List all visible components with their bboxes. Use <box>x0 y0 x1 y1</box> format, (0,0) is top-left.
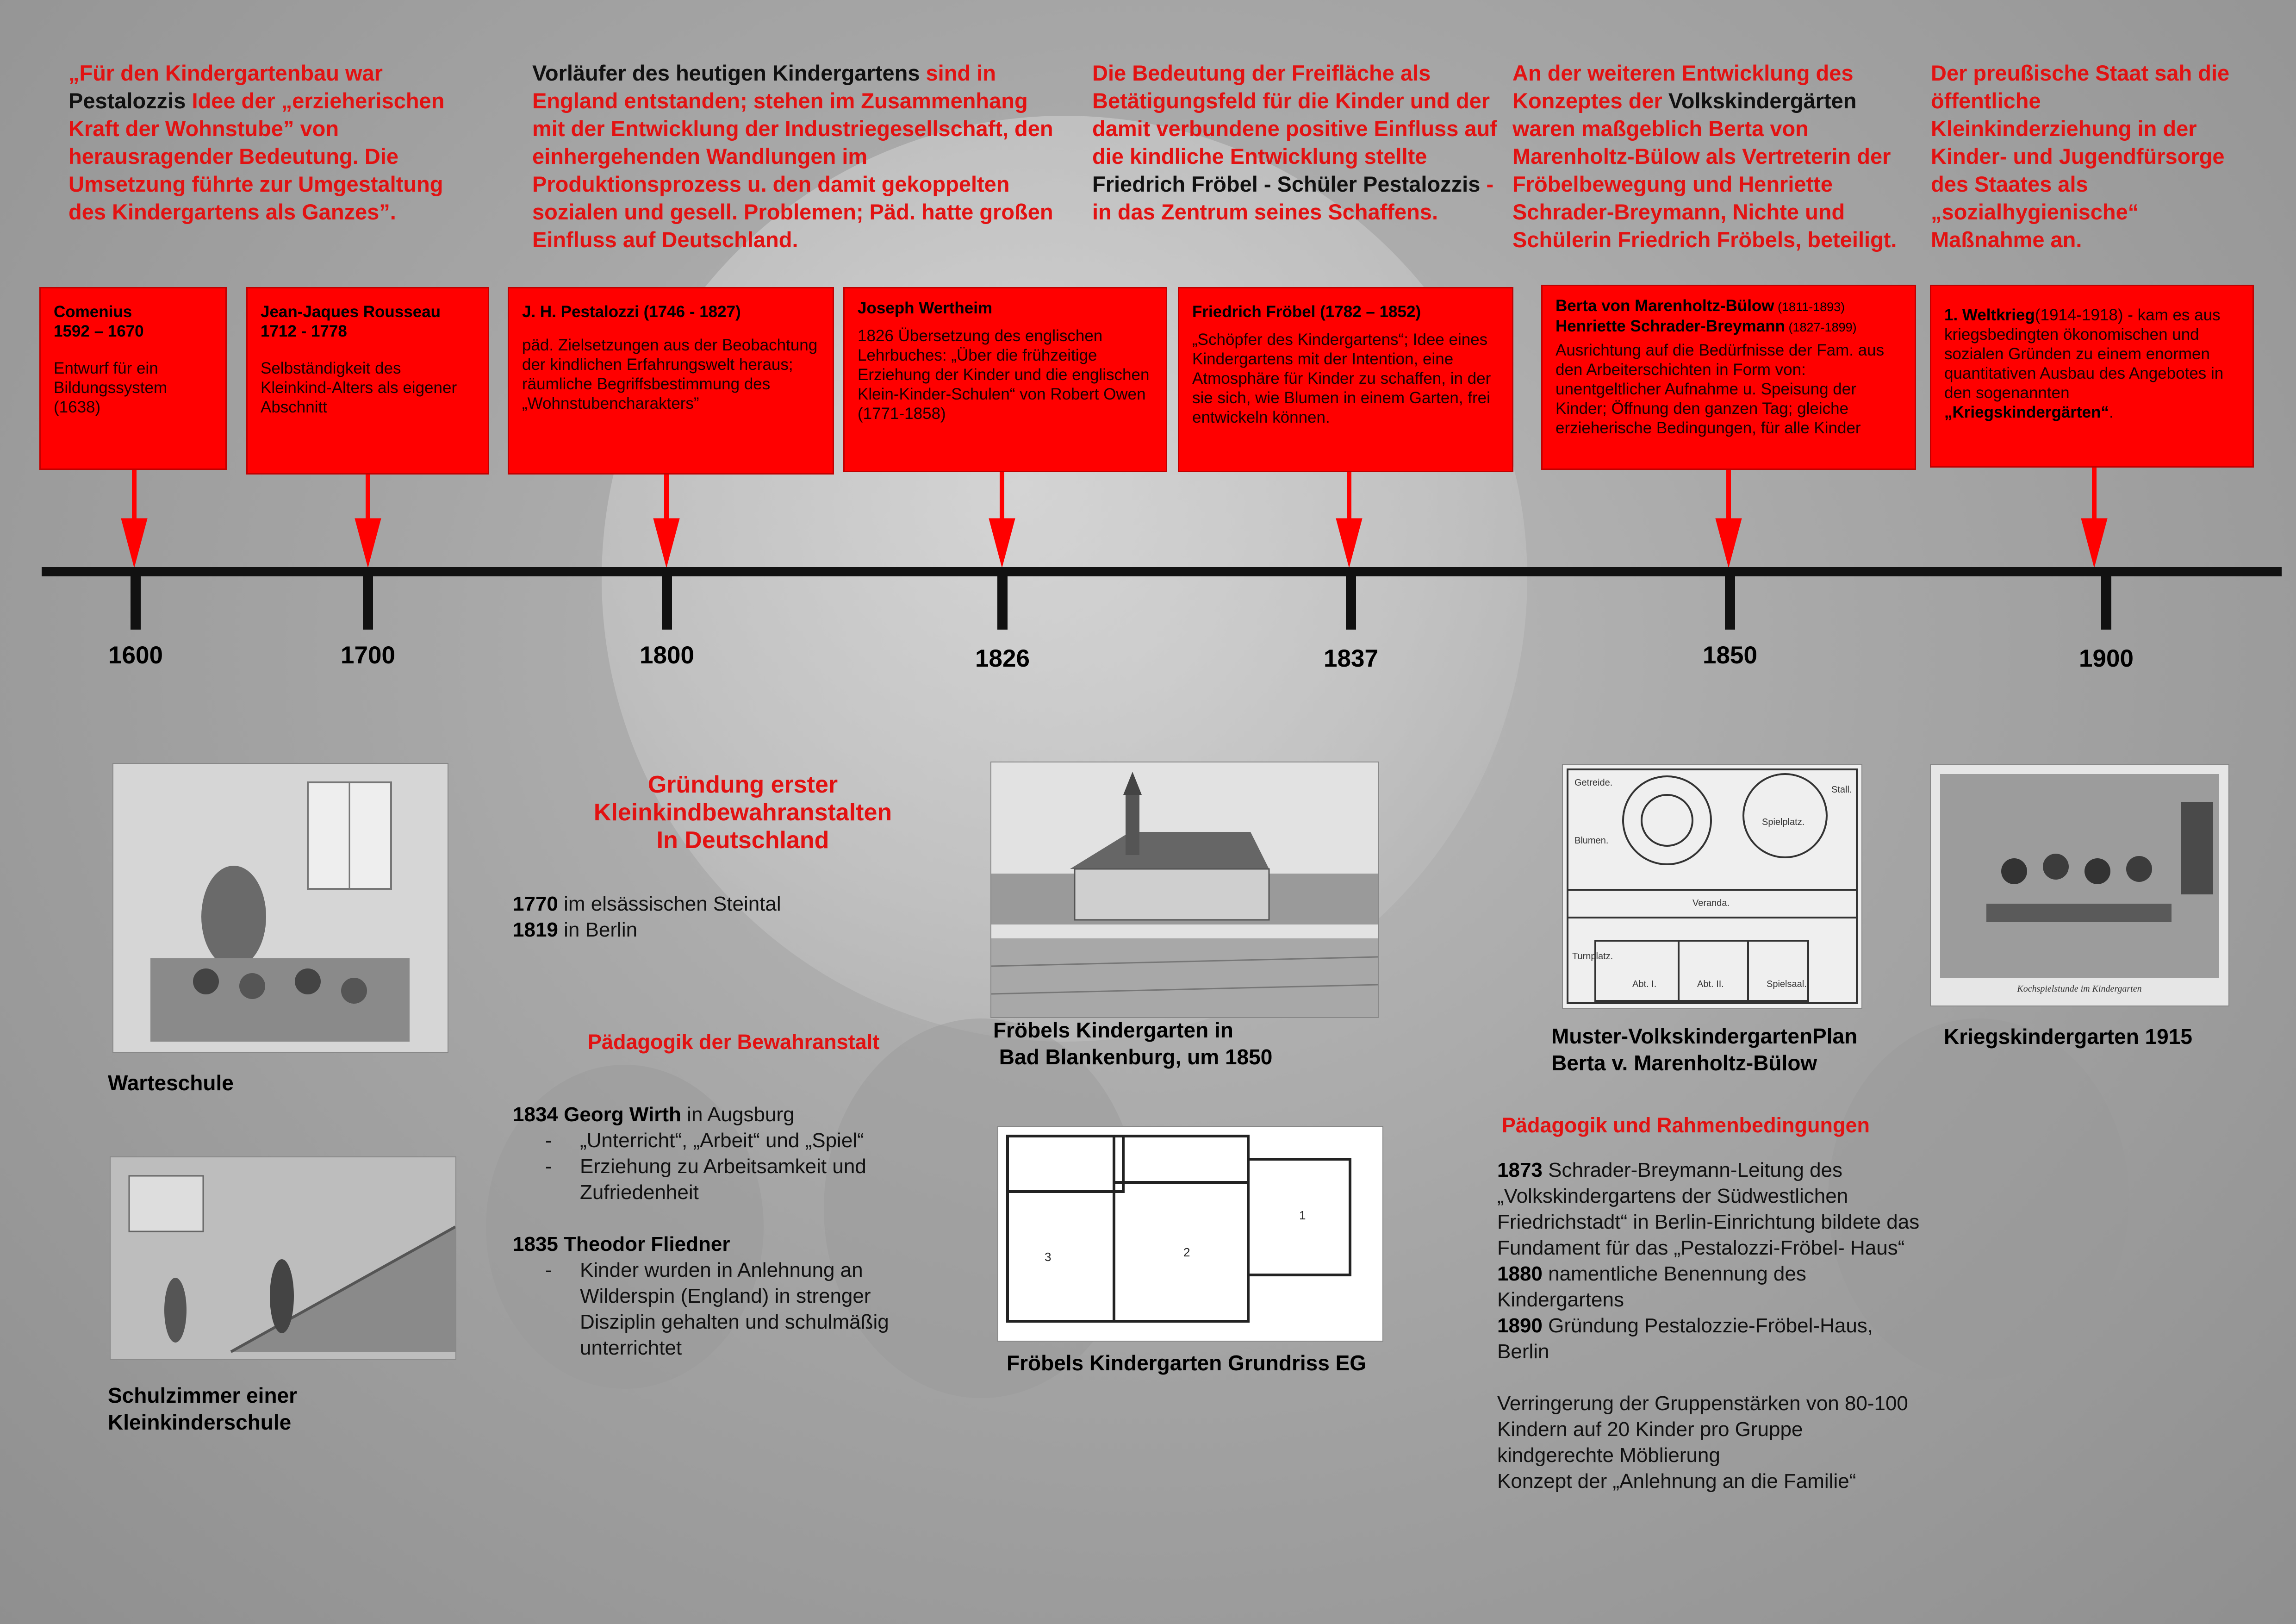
quote-vorlaeufer: Vorläufer des heutigen Kindergartens sind in England entstanden; stehen im Zusammenhang mit der Entwicklung der Industriegesellschaft, den einhergehenden Wandlungen im Produktionsprozess u. den damit gekoppelten sozialen und gesell. Problemen; Päd. hatte großen Einfluss auf Deutschland. <box>532 61 1053 252</box>
arrow-down-icon <box>1716 470 1742 567</box>
box-comenius: Comenius 1592 – 1670 Entwurf für ein Bildungssystem (1638) <box>39 287 227 470</box>
box-marenholtz-schrader: Berta von Marenholtz-Bülow (1811-1893) Henriette Schrader-Breymann (1827-1899) Ausrichtung auf die Bedürfnisse der Fam. aus den Arbeiterschichten in Form von: unentgeltlicher Aufnahme u. Speisung der Kinder; Öffnung den ganzen Tag; gleiche erzieherische Bedingungen, für alle Kinder <box>1541 285 1916 470</box>
timeline-tick <box>997 567 1008 630</box>
quote-freiflaeche: Die Bedeutung der Freifläche als Betätigungsfeld für die Kinder und der damit verbundene positive Einfluss auf die kindliche Entwicklung stellte Friedrich Fröbel - Schüler Pestalozzis - in das Zentrum seines Schaffens. <box>1092 61 1497 224</box>
quote-pestalozzi: „Für den Kindergartenbau war Pestalozzis Idee der „erzieherischen Kraft der Wohnstube” von herausragender Bedeutung. Die Umsetzung führte zur Umgestaltung des Kindergartens als Ganzes”. <box>68 61 445 224</box>
arrow-down-icon <box>2081 468 2107 567</box>
quote-preussischer-staat: Der preußische Staat sah die öffentliche Kleinkinderziehung in der Kinder- und Jugendfürsorge des Staates als „sozialhygienische“ Maßnahme an. <box>1931 61 2230 252</box>
photo-froebel-kindergarten <box>990 762 1379 1018</box>
photo-kriegskindergarten <box>1930 764 2229 1006</box>
photo-schulzimmer <box>110 1156 456 1360</box>
plan-label: Abt. II. <box>1697 979 1724 989</box>
plan-label: Spielsaal. <box>1767 979 1807 989</box>
plan-label: Abt. I. <box>1632 979 1657 989</box>
photo-muster-plan <box>1562 764 1862 1009</box>
timeline-tick <box>363 567 373 630</box>
photo-froebel-grundriss <box>997 1126 1383 1342</box>
box-wertheim: Joseph Wertheim 1826 Übersetzung des englischen Lehrbuches: „Über die frühzeitige Erziehung der Kinder und die englischen Klein-Kinder-Schulen“ von Robert Owen (1771-1858) <box>843 287 1167 472</box>
gruendung-list: 1770 im elsässischen Steintal 1819 in Berlin <box>513 893 781 941</box>
plan-label: Turnplatz. <box>1572 951 1613 962</box>
year-label: 1700 <box>341 642 395 669</box>
box-rousseau: Jean-Jaques Rousseau 1712 - 1778 Selbständigkeit des Kleinkind-Alters als eigener Abschnitt <box>246 287 489 475</box>
plan-label: Blumen. <box>1574 836 1609 846</box>
plan-label: Stall. <box>1831 785 1852 795</box>
arrow-down-icon <box>653 475 679 567</box>
svg-text:1: 1 <box>1299 1208 1306 1222</box>
section-title-rahmenbedingungen: Pädagogik und Rahmenbedingungen <box>1502 1113 1870 1137</box>
plan-label: Veranda. <box>1692 898 1730 908</box>
svg-text:2: 2 <box>1183 1245 1190 1259</box>
caption-muster-plan: Muster-VolkskindergartenPlan Berta v. Marenholtz-Bülow <box>1551 1024 1858 1075</box>
plan-label: Getreide. <box>1574 778 1613 788</box>
svg-text:3: 3 <box>1045 1250 1052 1264</box>
caption-warteschule: Warteschule <box>108 1071 234 1095</box>
timeline-tick <box>131 567 141 630</box>
arrows-layer <box>0 0 2296 574</box>
timeline-tick <box>1346 567 1356 630</box>
year-label: 1826 <box>975 645 1030 672</box>
arrow-down-icon <box>989 472 1015 567</box>
year-label: 1850 <box>1703 642 1757 669</box>
box-weltkrieg: 1. Weltkrieg(1914-1918) - kam es aus kriegsbedingten ökonomischen und sozialen Gründen zu einem enormen quantitativen Ausbau des Angebotes in den sogenannten „Kriegskindergärten“. <box>1930 285 2254 468</box>
caption-froebel-kindergarten: Fröbels Kindergarten in Bad Blankenburg, um 1850 <box>993 1018 1273 1069</box>
section-title-gruendung: Gründung erster Kleinkindbewahranstalten In Deutschland <box>593 771 892 854</box>
caption-schulzimmer: Schulzimmer einer Kleinkinderschule <box>108 1383 298 1434</box>
photo-caption-text: Kochspielstunde im Kindergarten <box>2017 984 2142 994</box>
timeline-tick <box>1725 567 1735 630</box>
year-label: 1837 <box>1324 645 1378 672</box>
caption-froebel-grundriss: Fröbels Kindergarten Grundriss EG <box>1007 1351 1367 1375</box>
section-subtitle-bewahranstalt: Pädagogik der Bewahranstalt <box>588 1030 880 1054</box>
box-froebel: Friedrich Fröbel (1782 – 1852) „Schöpfer des Kindergartens“; Idee eines Kindergartens mit der Intention, eine Atmosphäre für Kinder zu schaffen, in der sie sich, wie Blumen in einem Garten, frei entwickeln können. <box>1178 287 1513 472</box>
rahmenbedingungen-text: 1873 Schrader-Breymann-Leitung des „Volkskindergartens der Südwestlichen Friedrichstadt“ in Berlin-Einrichtung bildete das Fundament für das „Pestalozzi-Fröbel- Haus“ 1880 namentliche Benennung des Kindergartens 1890 Gründung Pestalozzie-Fröbel-Haus, Berlin Verringerung der Gruppenstärken von 80-100 Kindern auf 20 Kinder pro Gruppe kindgerechte Möblierung Konzept der „Anlehnung an die Familie“ <box>1497 1159 1920 1493</box>
box-pestalozzi: J. H. Pestalozzi (1746 - 1827) päd. Zielsetzungen aus der Beobachtung der kindlichen Erfahrungswelt heraus; räumliche Begriffsbestimmung des „Wohnstubencharakters” <box>508 287 834 475</box>
photo-warteschule <box>112 763 448 1053</box>
plan-label: Spielplatz. <box>1762 817 1805 827</box>
year-label: 1600 <box>108 642 163 669</box>
timeline-tick <box>2101 567 2111 630</box>
arrow-down-icon <box>355 475 381 567</box>
arrow-down-icon <box>121 470 147 567</box>
timeline-tick <box>662 567 672 630</box>
quote-volkskindergaerten: An der weiteren Entwicklung des Konzeptes der Volkskindergärten waren maßgeblich Berta von Marenholtz-Bülow als Vertreterin der Fröbelbewegung und Henriette Schrader-Breymann, Nichte und Schülerin Friedrich Fröbels, beteiligt. <box>1512 61 1897 252</box>
timeline-axis <box>42 567 2282 576</box>
bewahranstalt-text: 1834 Georg Wirth in Augsburg - „Unterricht“, „Arbeit“ und „Spiel“ - Erziehung zu Arbeitsamkeit und Zufriedenheit 1835 Theodor Fliedner - Kinder wurden in Anlehnung an Wilderspin (England) in strenger Disziplin gehalten und schulmäßig unterrichtet <box>513 1102 939 1361</box>
arrow-down-icon <box>1336 472 1362 567</box>
year-label: 1800 <box>640 642 694 669</box>
year-label: 1900 <box>2079 645 2134 672</box>
caption-kriegskindergarten: Kriegskindergarten 1915 <box>1944 1024 2192 1049</box>
